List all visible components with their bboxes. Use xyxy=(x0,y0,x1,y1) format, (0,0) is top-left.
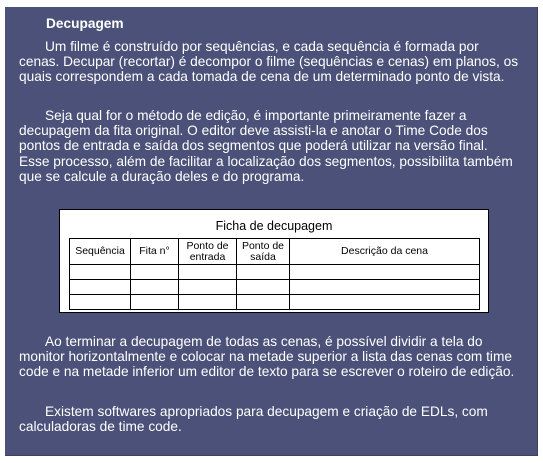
column-header-sequencia: Sequência xyxy=(70,239,131,265)
section-title: Decupagem xyxy=(46,16,124,31)
table-row xyxy=(70,295,480,310)
table-cell xyxy=(290,280,480,295)
decoupage-sheet xyxy=(59,209,489,313)
decoupage-table xyxy=(69,238,480,310)
table-cell xyxy=(237,295,290,310)
table-cell xyxy=(290,265,480,280)
table-row xyxy=(70,265,480,280)
paragraph-split-screen: Ao terminar a decupagem de todas as cenas, é possível dividir a tela do monitor horizontalmente e colocar na metade superior a lista das cenas com time code e na metade inferior um editor de texto para se escrever o roteiro de edição. xyxy=(19,334,515,380)
table-cell xyxy=(179,265,237,280)
paragraph-method: Seja qual for o método de edição, é importante primeiramente fazer a decupagem da fita original. O editor deve assisti-la e anotar o Time Code dos pontos de entrada e saída dos segmentos que poderá utilizar na versão final. Esse processo, além de facilitar a localização dos segmentos, possibilita também que se calcule a duração deles e do programa. xyxy=(19,108,513,184)
decoupage-sheet-title: Ficha de decupagem xyxy=(215,219,333,233)
table-cell xyxy=(131,265,179,280)
paragraph-software: Existem softwares apropriados para decupagem e criação de EDLs, com calculadoras de time code. xyxy=(19,404,488,435)
table-cell xyxy=(237,280,290,295)
paragraph-intro: Um filme é construído por sequências, e cada sequência é formada por cenas. Decupar (recortar) é decompor o filme (sequências e cenas) em planos, os quais correspondem a cada tomada de cena de um determinado ponto de vista. xyxy=(19,39,519,85)
table-cell xyxy=(237,265,290,280)
table-cell xyxy=(131,295,179,310)
table-row xyxy=(70,280,480,295)
table-cell xyxy=(290,295,480,310)
table-cell xyxy=(179,280,237,295)
column-header-ponto-entrada: Ponto de entrada xyxy=(179,239,237,265)
column-header-descricao: Descrição da cena xyxy=(290,239,480,265)
table-cell xyxy=(179,295,237,310)
column-header-fita: Fita n° xyxy=(131,239,179,265)
table-cell xyxy=(70,295,131,310)
column-header-ponto-saida: Ponto de saída xyxy=(237,239,290,265)
table-cell xyxy=(70,265,131,280)
table-header-row xyxy=(70,239,480,265)
table-cell xyxy=(131,280,179,295)
table-cell xyxy=(70,280,131,295)
